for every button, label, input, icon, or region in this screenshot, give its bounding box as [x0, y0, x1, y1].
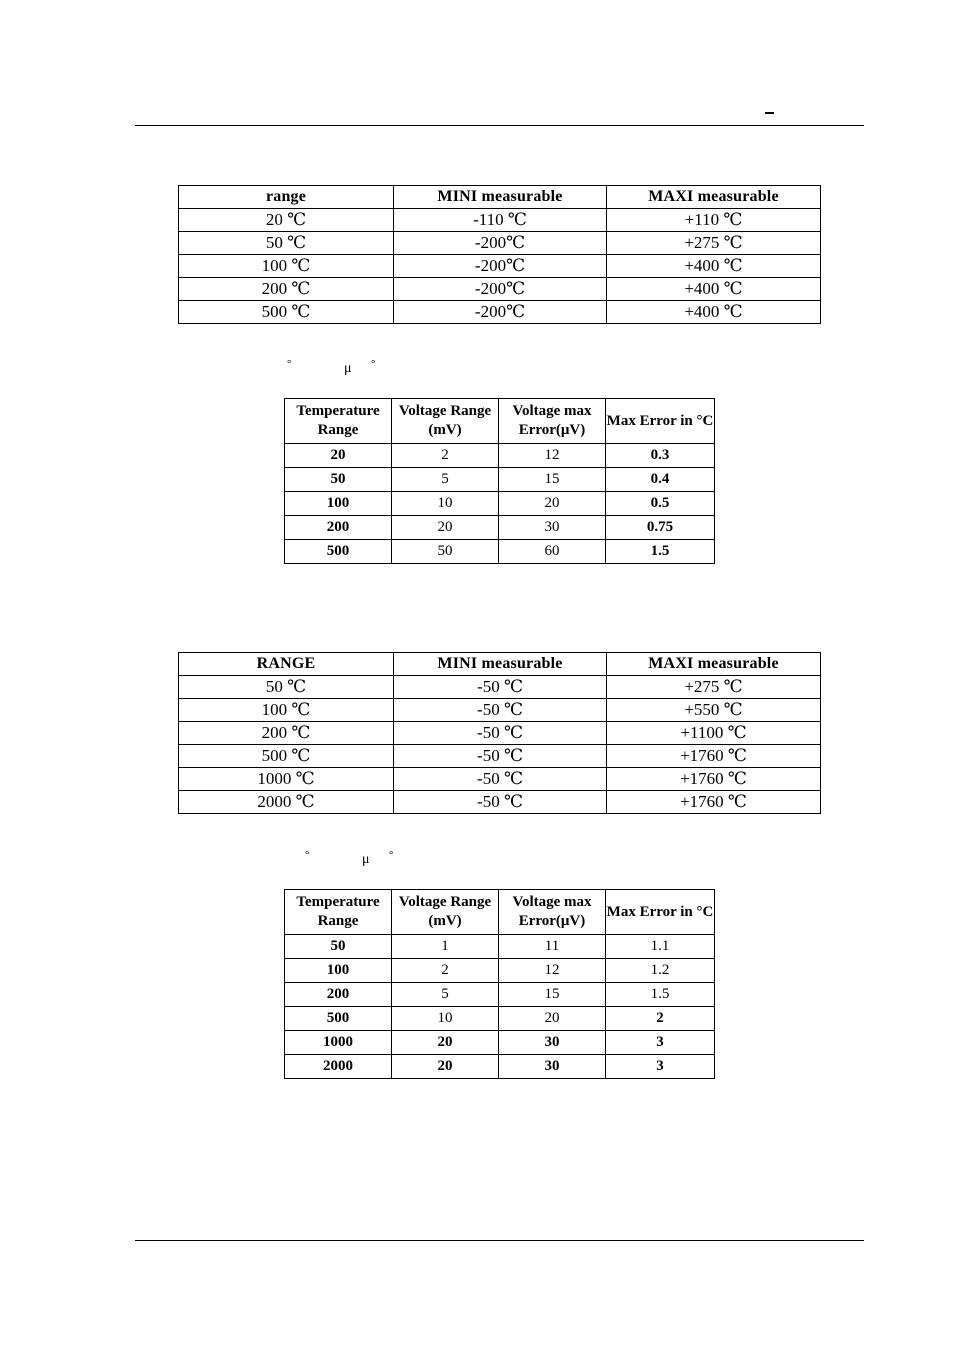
caption-micro-symbol: μ — [362, 852, 370, 867]
cell-temperature-range: 200 — [285, 983, 392, 1007]
table-row — [179, 278, 821, 301]
cell-voltage-max-error: 11 — [499, 935, 606, 959]
cell-voltage-max-error: 12 — [499, 444, 606, 468]
cell-maxi: +400 ℃ — [607, 278, 821, 301]
table-row — [285, 1055, 715, 1079]
cell-voltage-range: 5 — [392, 983, 499, 1007]
caption-degree-symbol: ° — [389, 849, 394, 861]
cell-maxi: +1760 ℃ — [607, 791, 821, 814]
header-mark — [765, 112, 774, 114]
cell-voltage-max-error: 60 — [499, 540, 606, 564]
table-row — [179, 255, 821, 278]
cell-temperature-range: 2000 — [285, 1055, 392, 1079]
cell-max-error: 3 — [606, 1055, 715, 1079]
cell-range: 1000 ℃ — [179, 768, 394, 791]
cell-mini: -50 ℃ — [394, 722, 607, 745]
table-header-row — [285, 399, 715, 444]
cell-voltage-max-error: 30 — [499, 516, 606, 540]
cell-voltage-max-error: 20 — [499, 492, 606, 516]
table-row — [285, 1031, 715, 1055]
caption-degree-symbol: ° — [305, 849, 310, 861]
cell-max-error: 1.5 — [606, 983, 715, 1007]
header-rule — [135, 125, 864, 126]
cell-temperature-range: 50 — [285, 468, 392, 492]
table-header-row — [179, 653, 821, 676]
cell-max-error: 1.2 — [606, 959, 715, 983]
cell-range: 200 ℃ — [179, 278, 394, 301]
cell-range: 500 ℃ — [179, 301, 394, 324]
cell-voltage-range: 20 — [392, 516, 499, 540]
footer-rule — [135, 1240, 864, 1241]
cell-range: 2000 ℃ — [179, 791, 394, 814]
cell-temperature-range: 500 — [285, 540, 392, 564]
cell-maxi: +275 ℃ — [607, 232, 821, 255]
cell-range: 50 ℃ — [179, 676, 394, 699]
table-row — [285, 492, 715, 516]
table-row — [179, 232, 821, 255]
table-row — [179, 722, 821, 745]
table-row — [179, 791, 821, 814]
cell-voltage-range: 20 — [392, 1055, 499, 1079]
cell-voltage-max-error: 15 — [499, 983, 606, 1007]
cell-mini: -50 ℃ — [394, 791, 607, 814]
cell-maxi: +110 ℃ — [607, 209, 821, 232]
accuracy-table-2 — [284, 889, 715, 1079]
range-limits-table-2 — [178, 652, 821, 814]
cell-temperature-range: 200 — [285, 516, 392, 540]
cell-max-error: 1.5 — [606, 540, 715, 564]
col-header-voltage-range: Voltage Range (mV) — [392, 890, 499, 935]
cell-range: 20 ℃ — [179, 209, 394, 232]
cell-max-error: 2 — [606, 1007, 715, 1031]
table-row — [179, 699, 821, 722]
col-header-range: RANGE — [179, 653, 394, 676]
col-header-range: range — [179, 186, 394, 209]
cell-maxi: +1760 ℃ — [607, 768, 821, 791]
table-row — [285, 444, 715, 468]
cell-max-error: 0.3 — [606, 444, 715, 468]
cell-temperature-range: 100 — [285, 492, 392, 516]
cell-voltage-range: 50 — [392, 540, 499, 564]
cell-temperature-range: 100 — [285, 959, 392, 983]
cell-maxi: +550 ℃ — [607, 699, 821, 722]
col-header-temperature-range: Temperature Range — [285, 399, 392, 444]
table-row — [285, 983, 715, 1007]
col-header-maxi: MAXI measurable — [607, 186, 821, 209]
cell-voltage-range: 20 — [392, 1031, 499, 1055]
cell-mini: -200℃ — [394, 278, 607, 301]
cell-voltage-range: 10 — [392, 492, 499, 516]
cell-maxi: +400 ℃ — [607, 255, 821, 278]
cell-max-error: 0.5 — [606, 492, 715, 516]
table-row — [285, 540, 715, 564]
cell-maxi: +1100 ℃ — [607, 722, 821, 745]
table-row — [285, 959, 715, 983]
table-row — [285, 935, 715, 959]
cell-voltage-max-error: 30 — [499, 1031, 606, 1055]
col-header-mini: MINI measurable — [394, 653, 607, 676]
cell-range: 100 ℃ — [179, 255, 394, 278]
table-row — [285, 468, 715, 492]
col-header-temperature-range: Temperature Range — [285, 890, 392, 935]
table-header-row — [285, 890, 715, 935]
col-header-voltage-range: Voltage Range (mV) — [392, 399, 499, 444]
caption-micro-symbol: μ — [344, 361, 352, 376]
table-row — [285, 1007, 715, 1031]
cell-voltage-range: 1 — [392, 935, 499, 959]
cell-temperature-range: 1000 — [285, 1031, 392, 1055]
cell-voltage-range: 10 — [392, 1007, 499, 1031]
cell-temperature-range: 50 — [285, 935, 392, 959]
col-header-maxi: MAXI measurable — [607, 653, 821, 676]
table-row — [179, 301, 821, 324]
cell-voltage-max-error: 15 — [499, 468, 606, 492]
cell-mini: -200℃ — [394, 232, 607, 255]
cell-range: 50 ℃ — [179, 232, 394, 255]
cell-temperature-range: 500 — [285, 1007, 392, 1031]
cell-maxi: +400 ℃ — [607, 301, 821, 324]
cell-mini: -110 ℃ — [394, 209, 607, 232]
col-header-max-error: Max Error in °C — [606, 399, 715, 444]
cell-mini: -50 ℃ — [394, 768, 607, 791]
table-row — [285, 516, 715, 540]
cell-temperature-range: 20 — [285, 444, 392, 468]
cell-max-error: 0.75 — [606, 516, 715, 540]
range-limits-table-1 — [178, 185, 821, 324]
col-header-voltage-max-error: Voltage max Error(μV) — [499, 890, 606, 935]
accuracy-table-1 — [284, 398, 715, 564]
cell-max-error: 0.4 — [606, 468, 715, 492]
col-header-max-error: Max Error in °C — [606, 890, 715, 935]
caption-degree-symbol: ° — [371, 358, 376, 370]
cell-voltage-max-error: 30 — [499, 1055, 606, 1079]
cell-voltage-range: 5 — [392, 468, 499, 492]
cell-mini: -50 ℃ — [394, 745, 607, 768]
cell-mini: -50 ℃ — [394, 699, 607, 722]
cell-voltage-range: 2 — [392, 444, 499, 468]
cell-voltage-range: 2 — [392, 959, 499, 983]
cell-maxi: +1760 ℃ — [607, 745, 821, 768]
table-row — [179, 676, 821, 699]
cell-voltage-max-error: 12 — [499, 959, 606, 983]
table-row — [179, 209, 821, 232]
table-row — [179, 768, 821, 791]
cell-max-error: 1.1 — [606, 935, 715, 959]
cell-mini: -200℃ — [394, 255, 607, 278]
cell-maxi: +275 ℃ — [607, 676, 821, 699]
table-header-row — [179, 186, 821, 209]
cell-range: 500 ℃ — [179, 745, 394, 768]
caption-degree-symbol: ° — [287, 358, 292, 370]
cell-range: 200 ℃ — [179, 722, 394, 745]
table-row — [179, 745, 821, 768]
cell-voltage-max-error: 20 — [499, 1007, 606, 1031]
col-header-voltage-max-error: Voltage max Error(μV) — [499, 399, 606, 444]
cell-range: 100 ℃ — [179, 699, 394, 722]
cell-mini: -50 ℃ — [394, 676, 607, 699]
cell-mini: -200℃ — [394, 301, 607, 324]
cell-max-error: 3 — [606, 1031, 715, 1055]
col-header-mini: MINI measurable — [394, 186, 607, 209]
